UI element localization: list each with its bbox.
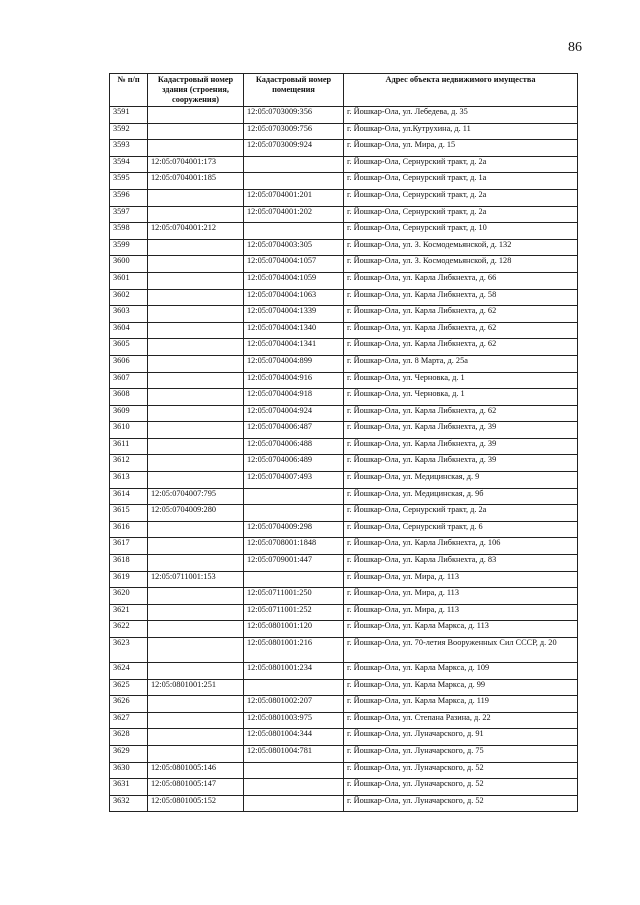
cell-premise-cadastral: 12:05:0704003:305 <box>244 239 344 256</box>
cell-address: г. Йошкар-Ола, ул. Карла Либкнехта, д. 83 <box>344 555 578 572</box>
cell-building-cadastral <box>148 604 244 621</box>
cell-address: г. Йошкар-Ола, ул. Мира, д. 113 <box>344 588 578 605</box>
table-row <box>110 123 578 140</box>
header-building-cadastral: Кадастровый номер здания (строения, сооружения) <box>148 74 244 107</box>
cell-num: 3604 <box>110 322 148 339</box>
table-row <box>110 712 578 729</box>
cell-num: 3628 <box>110 729 148 746</box>
table-row <box>110 505 578 522</box>
cell-building-cadastral: 12:05:0801001:251 <box>148 679 244 696</box>
cell-address: г. Йошкар-Ола, Сернурский тракт, д. 2а <box>344 206 578 223</box>
table-row <box>110 604 578 621</box>
table-row <box>110 472 578 489</box>
cell-address: г. Йошкар-Ола, ул. Лебедева, д. 35 <box>344 107 578 124</box>
cell-num: 3625 <box>110 679 148 696</box>
cell-building-cadastral: 12:05:0704001:173 <box>148 156 244 173</box>
cell-building-cadastral <box>148 107 244 124</box>
cell-premise-cadastral: 12:05:0704006:488 <box>244 438 344 455</box>
cell-building-cadastral <box>148 372 244 389</box>
cell-premise-cadastral: 12:05:0704004:1339 <box>244 306 344 323</box>
table-row <box>110 455 578 472</box>
cell-address: г. Йошкар-Ола, ул. Луначарского, д. 75 <box>344 745 578 762</box>
cell-num: 3608 <box>110 389 148 406</box>
cell-address: г. Йошкар-Ола, ул. Карла Либкнехта, д. 62 <box>344 306 578 323</box>
cell-building-cadastral <box>148 555 244 572</box>
cell-building-cadastral <box>148 663 244 680</box>
cell-num: 3607 <box>110 372 148 389</box>
table-row <box>110 762 578 779</box>
cell-num: 3630 <box>110 762 148 779</box>
cell-building-cadastral: 12:05:0801005:147 <box>148 779 244 796</box>
cell-address: г. Йошкар-Ола, ул.Кутрухина, д. 11 <box>344 123 578 140</box>
cell-address: г. Йошкар-Ола, Сернурский тракт, д. 1а <box>344 173 578 190</box>
cell-num: 3592 <box>110 123 148 140</box>
cell-premise-cadastral: 12:05:0711001:252 <box>244 604 344 621</box>
cell-address: г. Йошкар-Ола, ул. Медицинская, д. 9б <box>344 488 578 505</box>
cell-premise-cadastral <box>244 505 344 522</box>
table-row <box>110 306 578 323</box>
cell-premise-cadastral: 12:05:0704004:1059 <box>244 272 344 289</box>
header-address: Адрес объекта недвижимого имущества <box>344 74 578 107</box>
cell-building-cadastral <box>148 538 244 555</box>
table-row <box>110 538 578 555</box>
cell-num: 3620 <box>110 588 148 605</box>
cell-building-cadastral <box>148 696 244 713</box>
cell-address: г. Йошкар-Ола, ул. Мира, д. 15 <box>344 140 578 157</box>
cell-num: 3618 <box>110 555 148 572</box>
cell-address: г. Йошкар-Ола, ул. З. Космодемьянской, д. 132 <box>344 239 578 256</box>
cell-address: г. Йошкар-Ола, ул. Карла Либкнехта, д. 66 <box>344 272 578 289</box>
cell-premise-cadastral: 12:05:0704004:1340 <box>244 322 344 339</box>
property-table <box>109 73 578 812</box>
cell-premise-cadastral <box>244 795 344 812</box>
cell-num: 3612 <box>110 455 148 472</box>
cell-premise-cadastral <box>244 679 344 696</box>
table-row <box>110 256 578 273</box>
table-row <box>110 339 578 356</box>
cell-building-cadastral: 12:05:0801005:152 <box>148 795 244 812</box>
cell-premise-cadastral: 12:05:0801002:207 <box>244 696 344 713</box>
cell-address: г. Йошкар-Ола, ул. Карла Либкнехта, д. 58 <box>344 289 578 306</box>
cell-premise-cadastral <box>244 488 344 505</box>
cell-num: 3599 <box>110 239 148 256</box>
cell-building-cadastral <box>148 712 244 729</box>
cell-num: 3631 <box>110 779 148 796</box>
cell-building-cadastral <box>148 521 244 538</box>
cell-premise-cadastral <box>244 779 344 796</box>
cell-building-cadastral: 12:05:0704001:185 <box>148 173 244 190</box>
cell-building-cadastral <box>148 256 244 273</box>
cell-num: 3610 <box>110 422 148 439</box>
cell-building-cadastral <box>148 455 244 472</box>
cell-address: г. Йошкар-Ола, ул. Карла Либкнехта, д. 106 <box>344 538 578 555</box>
cell-premise-cadastral: 12:05:0704006:487 <box>244 422 344 439</box>
header-premise-cadastral: Кадастровый номер помещения <box>244 74 344 107</box>
cell-num: 3598 <box>110 223 148 240</box>
table-row <box>110 571 578 588</box>
table-row <box>110 588 578 605</box>
cell-premise-cadastral: 12:05:0703009:924 <box>244 140 344 157</box>
cell-address: г. Йошкар-Ола, ул. Карла Либкнехта, д. 39 <box>344 438 578 455</box>
cell-num: 3626 <box>110 696 148 713</box>
cell-address: г. Йошкар-Ола, ул. Карла Либкнехта, д. 39 <box>344 455 578 472</box>
cell-num: 3603 <box>110 306 148 323</box>
cell-building-cadastral: 12:05:0704001:212 <box>148 223 244 240</box>
cell-address: г. Йошкар-Ола, ул. Медицинская, д. 9 <box>344 472 578 489</box>
cell-address: г. Йошкар-Ола, ул. Карла Либкнехта, д. 39 <box>344 422 578 439</box>
cell-premise-cadastral: 12:05:0801001:216 <box>244 638 344 663</box>
cell-building-cadastral <box>148 389 244 406</box>
cell-num: 3619 <box>110 571 148 588</box>
cell-num: 3601 <box>110 272 148 289</box>
cell-num: 3602 <box>110 289 148 306</box>
cell-premise-cadastral: 12:05:0703009:356 <box>244 107 344 124</box>
cell-premise-cadastral: 12:05:0704004:924 <box>244 405 344 422</box>
cell-address: г. Йошкар-Ола, ул. Луначарского, д. 52 <box>344 795 578 812</box>
table-row <box>110 729 578 746</box>
cell-premise-cadastral <box>244 762 344 779</box>
cell-building-cadastral <box>148 405 244 422</box>
cell-address: г. Йошкар-Ола, ул. Луначарского, д. 52 <box>344 762 578 779</box>
cell-premise-cadastral <box>244 173 344 190</box>
table-row <box>110 638 578 663</box>
cell-address: г. Йошкар-Ола, ул. Карла Либкнехта, д. 62 <box>344 405 578 422</box>
cell-premise-cadastral: 12:05:0704004:916 <box>244 372 344 389</box>
cell-address: г. Йошкар-Ола, ул. Мира, д. 113 <box>344 571 578 588</box>
cell-address: г. Йошкар-Ола, ул. Карла Маркса, д. 99 <box>344 679 578 696</box>
table-row <box>110 372 578 389</box>
cell-address: г. Йошкар-Ола, ул. Черновка, д. 1 <box>344 372 578 389</box>
table-row <box>110 663 578 680</box>
table-row <box>110 779 578 796</box>
cell-address: г. Йошкар-Ола, ул. Карла Маркса, д. 119 <box>344 696 578 713</box>
cell-num: 3622 <box>110 621 148 638</box>
cell-num: 3623 <box>110 638 148 663</box>
cell-building-cadastral <box>148 306 244 323</box>
cell-address: г. Йошкар-Ола, ул. Луначарского, д. 52 <box>344 779 578 796</box>
cell-building-cadastral: 12:05:0704009:280 <box>148 505 244 522</box>
cell-address: г. Йошкар-Ола, Сернурский тракт, д. 2а <box>344 505 578 522</box>
cell-building-cadastral <box>148 621 244 638</box>
cell-num: 3595 <box>110 173 148 190</box>
cell-premise-cadastral: 12:05:0704001:201 <box>244 189 344 206</box>
cell-premise-cadastral: 12:05:0704007:493 <box>244 472 344 489</box>
table-row <box>110 156 578 173</box>
cell-num: 3594 <box>110 156 148 173</box>
table-row <box>110 422 578 439</box>
table-row <box>110 322 578 339</box>
cell-num: 3632 <box>110 795 148 812</box>
cell-building-cadastral: 12:05:0711001:153 <box>148 571 244 588</box>
table-body <box>110 107 578 812</box>
cell-building-cadastral <box>148 339 244 356</box>
cell-num: 3609 <box>110 405 148 422</box>
cell-premise-cadastral: 12:05:0711001:250 <box>244 588 344 605</box>
cell-building-cadastral <box>148 322 244 339</box>
cell-num: 3596 <box>110 189 148 206</box>
table-row <box>110 488 578 505</box>
cell-premise-cadastral: 12:05:0708001:1848 <box>244 538 344 555</box>
table-row <box>110 555 578 572</box>
cell-num: 3593 <box>110 140 148 157</box>
cell-address: г. Йошкар-Ола, Сернурский тракт, д. 2а <box>344 156 578 173</box>
cell-num: 3605 <box>110 339 148 356</box>
cell-building-cadastral <box>148 239 244 256</box>
cell-num: 3613 <box>110 472 148 489</box>
cell-premise-cadastral: 12:05:0704009:298 <box>244 521 344 538</box>
cell-building-cadastral <box>148 355 244 372</box>
cell-premise-cadastral <box>244 156 344 173</box>
cell-address: г. Йошкар-Ола, ул. Карла Либкнехта, д. 62 <box>344 322 578 339</box>
cell-num: 3615 <box>110 505 148 522</box>
cell-address: г. Йошкар-Ола, Сернурский тракт, д. 10 <box>344 223 578 240</box>
cell-building-cadastral <box>148 472 244 489</box>
cell-address: г. Йошкар-Ола, ул. Карла Маркса, д. 109 <box>344 663 578 680</box>
cell-num: 3614 <box>110 488 148 505</box>
cell-address: г. Йошкар-Ола, ул. Карла Маркса, д. 113 <box>344 621 578 638</box>
cell-building-cadastral <box>148 140 244 157</box>
cell-building-cadastral: 12:05:0801005:146 <box>148 762 244 779</box>
cell-num: 3629 <box>110 745 148 762</box>
table-row <box>110 405 578 422</box>
table-row <box>110 521 578 538</box>
cell-building-cadastral <box>148 189 244 206</box>
table-header <box>110 74 578 107</box>
cell-building-cadastral <box>148 638 244 663</box>
cell-address: г. Йошкар-Ола, ул. 8 Марта, д. 25а <box>344 355 578 372</box>
cell-building-cadastral <box>148 438 244 455</box>
cell-premise-cadastral: 12:05:0704006:489 <box>244 455 344 472</box>
cell-premise-cadastral: 12:05:0704004:899 <box>244 355 344 372</box>
table-row <box>110 223 578 240</box>
page-number: 86 <box>568 40 582 55</box>
cell-address: г. Йошкар-Ола, ул. Мира, д. 113 <box>344 604 578 621</box>
cell-premise-cadastral: 12:05:0801004:781 <box>244 745 344 762</box>
cell-num: 3627 <box>110 712 148 729</box>
header-num: № п/п <box>110 74 148 107</box>
cell-premise-cadastral: 12:05:0709001:447 <box>244 555 344 572</box>
table-row <box>110 239 578 256</box>
cell-address: г. Йошкар-Ола, ул. Степана Разина, д. 22 <box>344 712 578 729</box>
table-row <box>110 140 578 157</box>
cell-premise-cadastral: 12:05:0704004:1057 <box>244 256 344 273</box>
table-row <box>110 189 578 206</box>
cell-address: г. Йошкар-Ола, Сернурский тракт, д. 2а <box>344 189 578 206</box>
cell-premise-cadastral: 12:05:0704004:1341 <box>244 339 344 356</box>
table-row <box>110 745 578 762</box>
cell-premise-cadastral: 12:05:0704004:918 <box>244 389 344 406</box>
cell-address: г. Йошкар-Ола, Сернурский тракт, д. 6 <box>344 521 578 538</box>
cell-building-cadastral: 12:05:0704007:795 <box>148 488 244 505</box>
cell-building-cadastral <box>148 422 244 439</box>
table-row <box>110 173 578 190</box>
cell-building-cadastral <box>148 272 244 289</box>
table-row <box>110 289 578 306</box>
cell-premise-cadastral <box>244 223 344 240</box>
cell-address: г. Йошкар-Ола, ул. Черновка, д. 1 <box>344 389 578 406</box>
cell-building-cadastral <box>148 588 244 605</box>
table-row <box>110 696 578 713</box>
table-row <box>110 679 578 696</box>
cell-num: 3616 <box>110 521 148 538</box>
cell-address: г. Йошкар-Ола, ул. Карла Либкнехта, д. 62 <box>344 339 578 356</box>
cell-num: 3597 <box>110 206 148 223</box>
table-row <box>110 795 578 812</box>
cell-premise-cadastral: 12:05:0801003:975 <box>244 712 344 729</box>
table-row <box>110 355 578 372</box>
cell-building-cadastral <box>148 729 244 746</box>
cell-premise-cadastral: 12:05:0703009:756 <box>244 123 344 140</box>
cell-address: г. Йошкар-Ола, ул. З. Космодемьянской, д. 128 <box>344 256 578 273</box>
cell-address: г. Йошкар-Ола, ул. Луначарского, д. 91 <box>344 729 578 746</box>
cell-building-cadastral <box>148 206 244 223</box>
table-row <box>110 621 578 638</box>
cell-num: 3600 <box>110 256 148 273</box>
cell-premise-cadastral: 12:05:0801001:234 <box>244 663 344 680</box>
table-row <box>110 272 578 289</box>
cell-num: 3611 <box>110 438 148 455</box>
cell-premise-cadastral <box>244 571 344 588</box>
cell-num: 3617 <box>110 538 148 555</box>
table-row <box>110 206 578 223</box>
table-row <box>110 438 578 455</box>
table-row <box>110 107 578 124</box>
cell-num: 3591 <box>110 107 148 124</box>
cell-premise-cadastral: 12:05:0704001:202 <box>244 206 344 223</box>
cell-premise-cadastral: 12:05:0801001:120 <box>244 621 344 638</box>
cell-num: 3624 <box>110 663 148 680</box>
cell-building-cadastral <box>148 289 244 306</box>
cell-building-cadastral <box>148 745 244 762</box>
table-row <box>110 389 578 406</box>
cell-address: г. Йошкар-Ола, ул. 70-летия Вооруженных Сил СССР, д. 20 <box>344 638 578 663</box>
cell-premise-cadastral: 12:05:0801004:344 <box>244 729 344 746</box>
cell-building-cadastral <box>148 123 244 140</box>
cell-num: 3606 <box>110 355 148 372</box>
cell-premise-cadastral: 12:05:0704004:1063 <box>244 289 344 306</box>
cell-num: 3621 <box>110 604 148 621</box>
